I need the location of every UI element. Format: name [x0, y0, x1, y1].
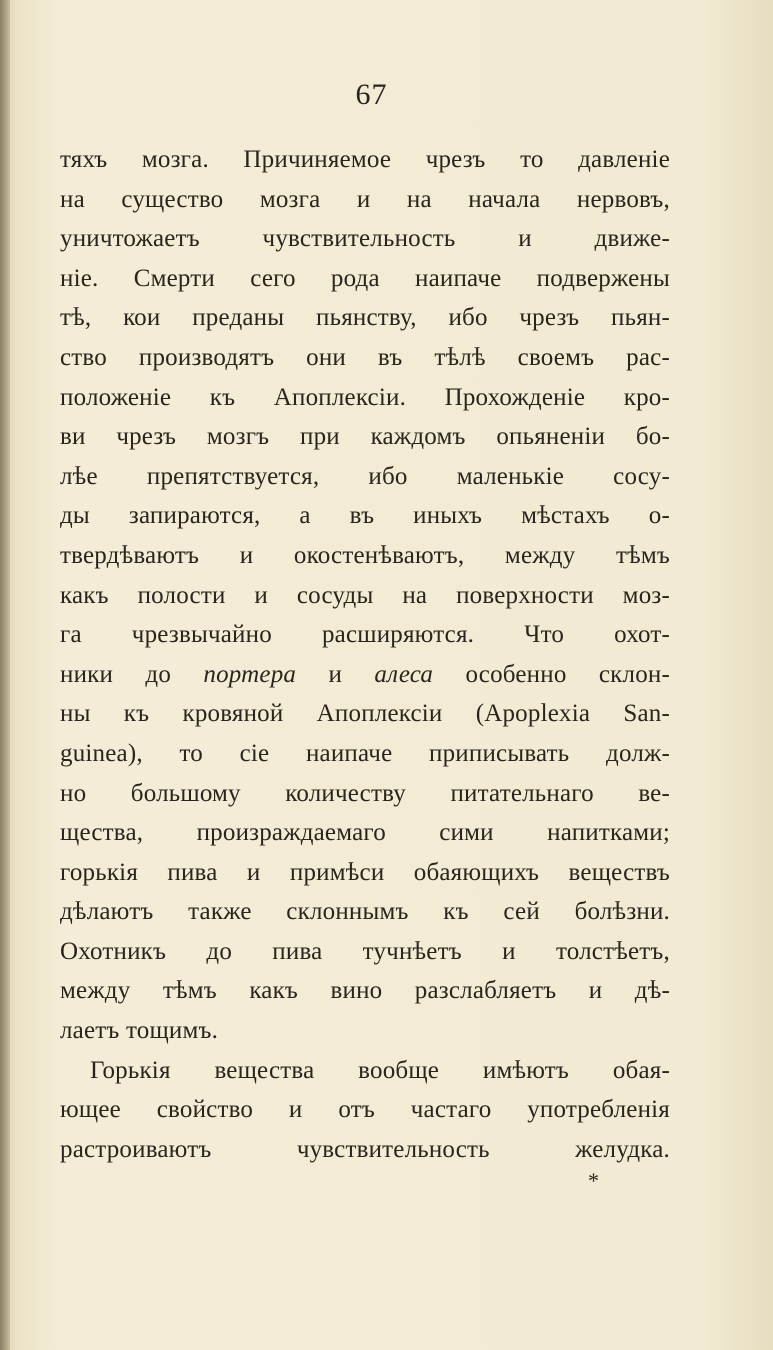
page-number — [0, 78, 773, 112]
text-line: ны къ кровяной Апоплексіи (Apoplexia San- — [60, 700, 670, 728]
text-line: Охотникъ до пива тучнѣетъ и толстѣетъ, — [60, 937, 670, 965]
text-line: положеніе къ Апоплексіи. Прохожденіе кро- — [60, 383, 670, 411]
text-line: какъ полости и сосуды на поверхности моз- — [60, 581, 670, 609]
italic-term-ale: алеса — [374, 660, 434, 688]
text-line: ство производятъ они въ тѣлѣ своемъ рас- — [60, 343, 670, 371]
text-line: твердѣваютъ и окостенѣваютъ, между тѣмъ — [60, 541, 670, 569]
italic-term-porter: портера — [203, 660, 297, 688]
text-line: горькія пива и примѣси обаяющихъ веществъ — [60, 858, 670, 886]
text-line: ніе. Смерти сего рода наипаче подвержены — [60, 264, 670, 292]
text-line: щества, произраждаемаго сими напитками; — [60, 819, 670, 847]
page-number-text: 67 — [355, 78, 388, 111]
body-text — [60, 140, 670, 1169]
text-line: растроиваютъ чувствительность желудка. — [60, 1135, 670, 1163]
text-line: Горькія вещества вообще имѣютъ обая- — [90, 1056, 670, 1084]
text-line: на существо мозга и на начала нервовъ, — [60, 185, 670, 213]
text-line: га чрезвычайно расширяются. Что охот- — [60, 621, 670, 649]
text-line: guinea), то сіе наипаче приписывать долж- — [60, 739, 670, 767]
text-line: тѣ, кои преданы пьянству, ибо чрезъ пьян- — [60, 304, 670, 332]
line-text-part: и — [296, 660, 375, 688]
signature-mark: * — [588, 1168, 599, 1193]
text-line: дѣлаютъ также склоннымъ къ сей болѣзни. — [60, 898, 670, 926]
text-line: ви чрезъ мозгъ при каждомъ опьяненіи бо- — [60, 423, 670, 451]
text-line: но большому количеству питательнаго ве- — [60, 779, 670, 807]
text-line: ющее свойство и отъ частаго употребленія — [60, 1096, 670, 1124]
text-line: уничтожаетъ чувствительность и движе- — [60, 225, 670, 253]
text-line: ды запираются, а въ иныхъ мѣстахъ о- — [60, 502, 670, 530]
text-line: тяхъ мозга. Причиняемое чрезъ то давленіе — [60, 146, 670, 173]
page-gutter — [0, 0, 10, 1350]
text-line: лаетъ тощимъ. — [60, 1017, 219, 1045]
text-line: между тѣмъ какъ вино разслабляетъ и дѣ- — [60, 977, 670, 1005]
line-text-part: ники до — [60, 660, 204, 688]
text-line: лѣе препятствуется, ибо маленькіе сосу- — [60, 462, 670, 490]
text-line-with-italics — [60, 655, 670, 695]
line-text-part: особенно склон- — [433, 660, 671, 688]
